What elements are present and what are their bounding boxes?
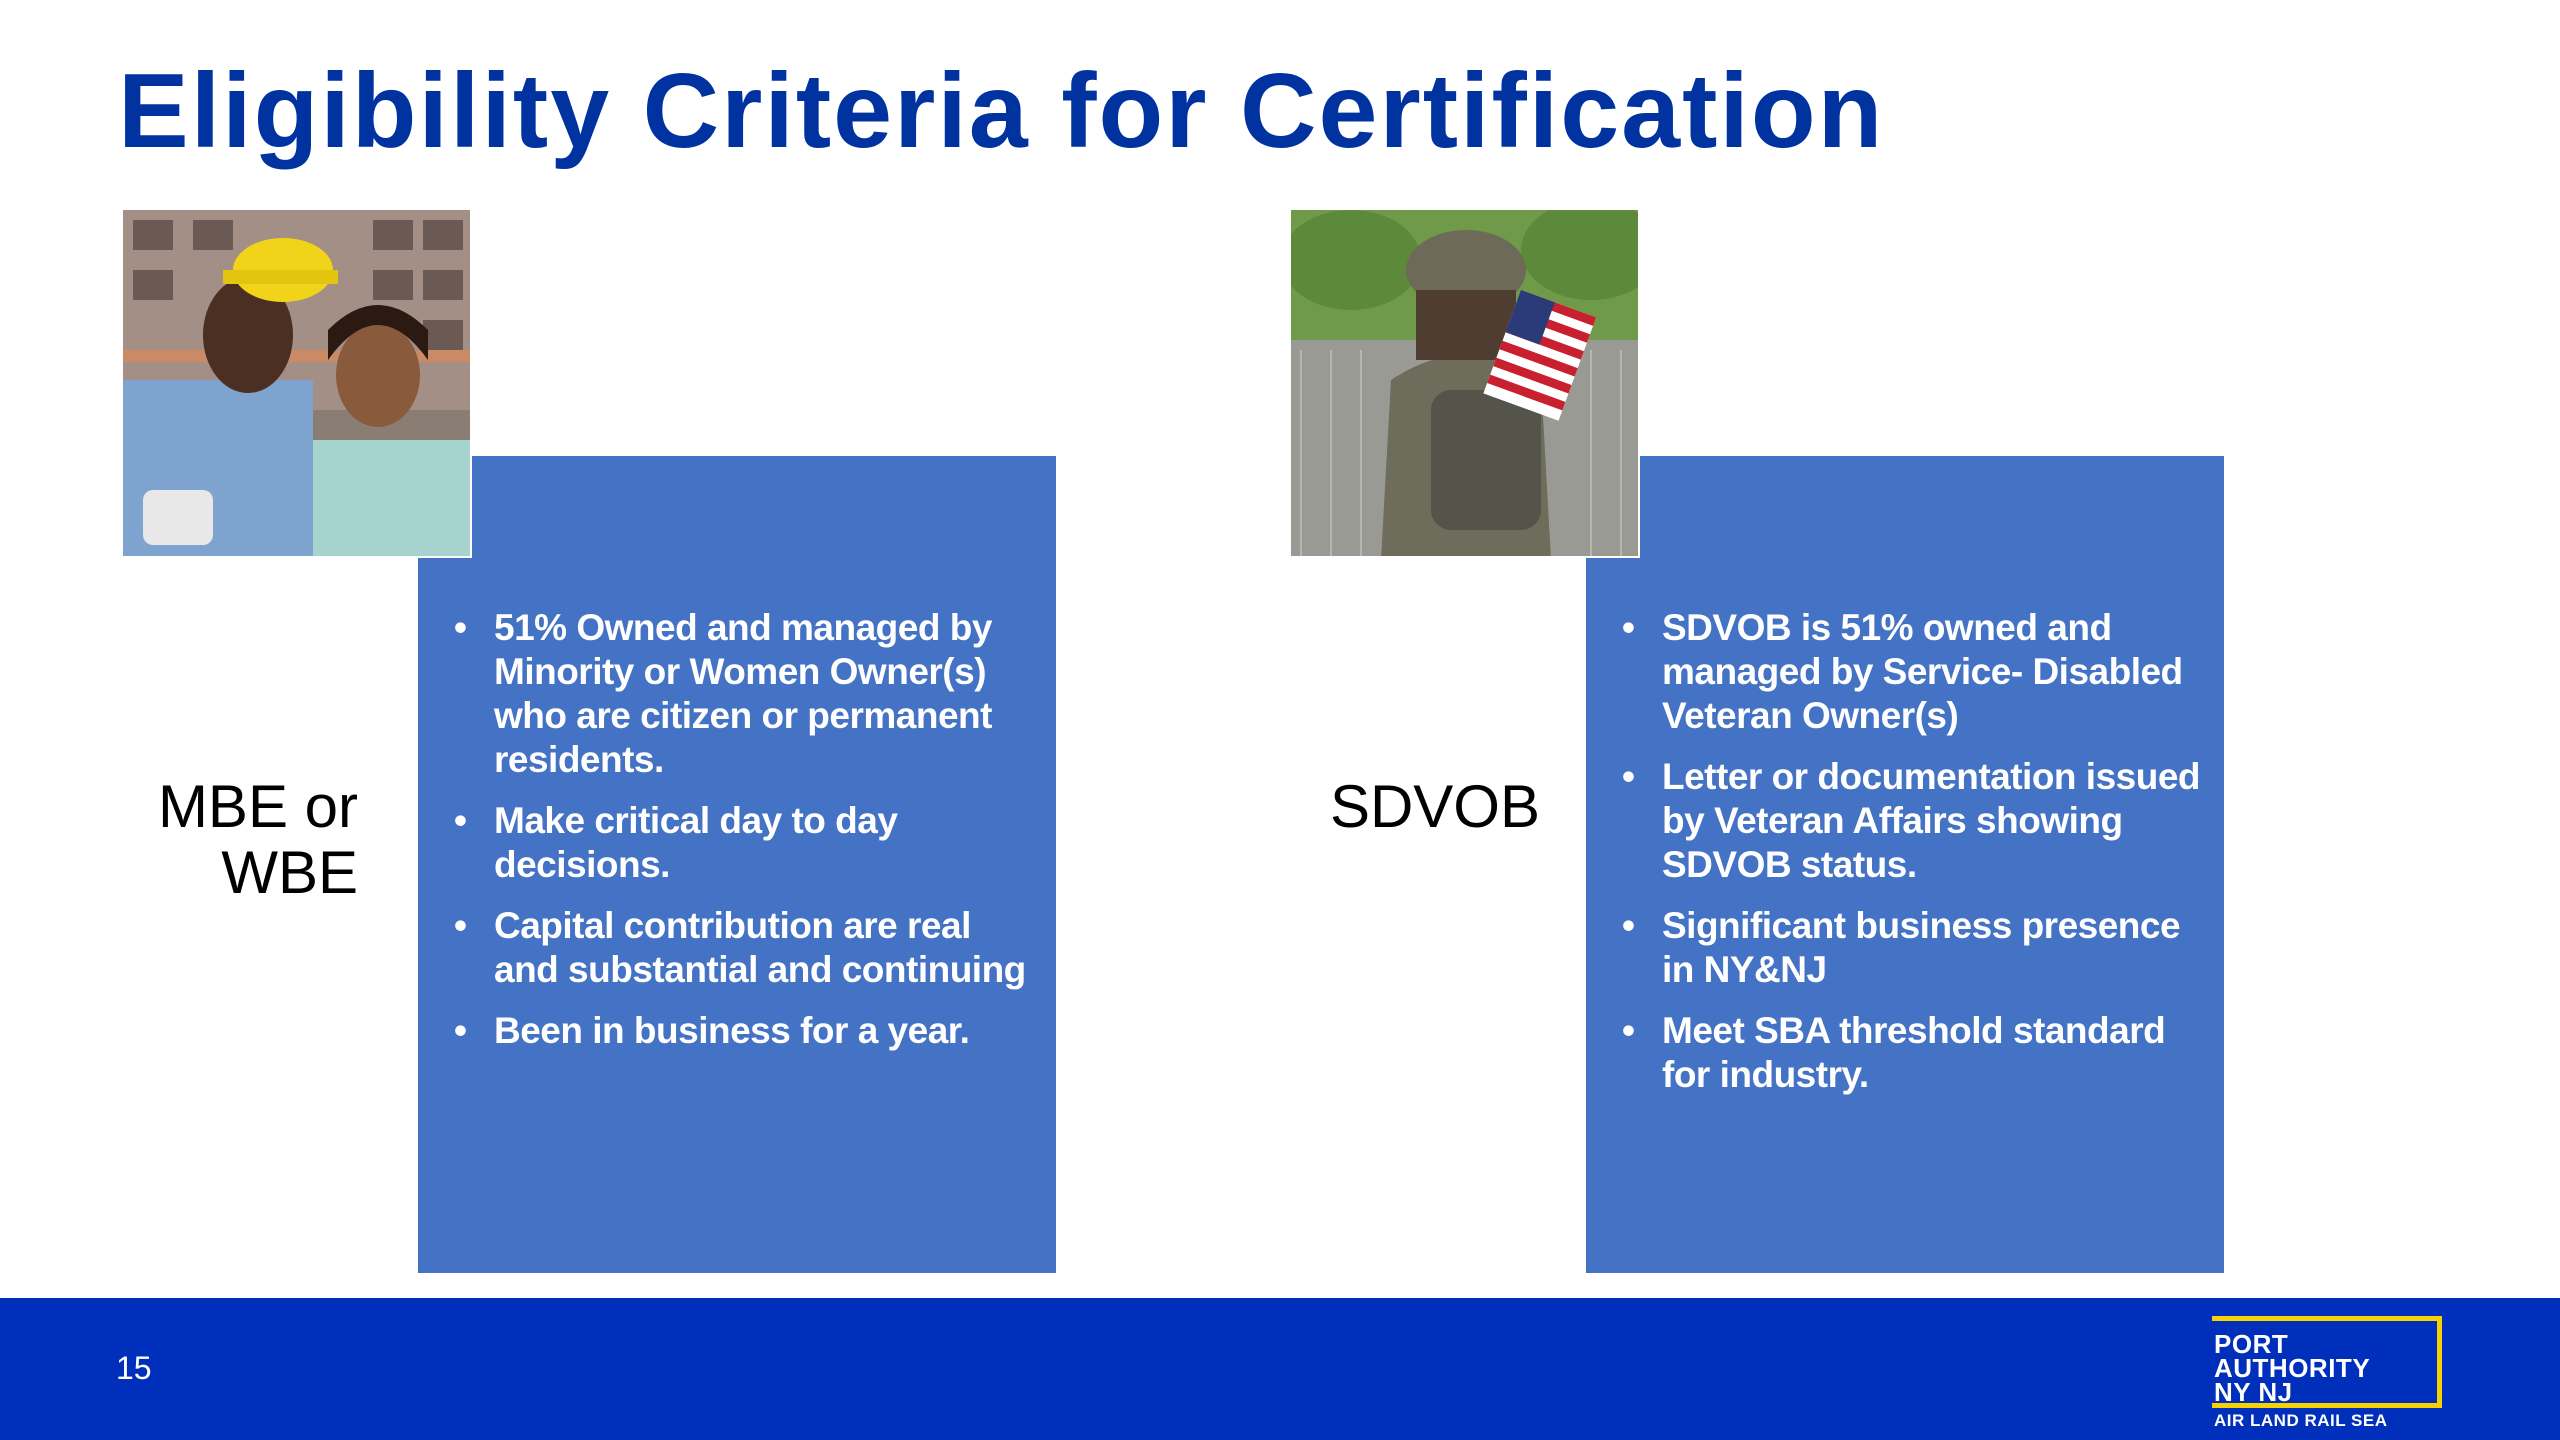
list-item: • Letter or documentation issued by Veteran Affairs showing SDVOB status. (1604, 755, 2206, 887)
sdvob-criteria-box (1586, 456, 2224, 1273)
logo-line-3: NY NJ (2214, 1377, 2293, 1407)
list-item: • SDVOB is 51% owned and managed by Service- Disabled Veteran Owner(s) (1604, 606, 2206, 738)
sdvob-bullet-list (1604, 606, 2206, 1114)
mbe-wbe-bullet-list (436, 606, 1038, 1070)
list-item: • Capital contribution are real and substantial and continuing (436, 904, 1038, 992)
list-item: • Make critical day to day decisions. (436, 799, 1038, 887)
page-number: 15 (116, 1350, 152, 1386)
port-authority-logo (2212, 1316, 2452, 1434)
list-item: • 51% Owned and managed by Minority or Women Owner(s) who are citizen or permanent residents. (436, 606, 1038, 782)
logo-tagline: AIR LAND RAIL SEA (2214, 1411, 2388, 1430)
list-item: • Meet SBA threshold standard for industry. (1604, 1009, 2206, 1097)
logo-line-1: PORT (2214, 1329, 2289, 1359)
list-item: • Significant business presence in NY&NJ (1604, 904, 2206, 992)
footer-bar (0, 1298, 2560, 1440)
slide-title: Eligibility Criteria for Certification (118, 52, 1885, 170)
sdvob-label: SDVOB (1329, 773, 1540, 840)
mbe-wbe-label: MBE or WBE (157, 773, 358, 906)
mbe-wbe-criteria-box (418, 456, 1056, 1273)
logo-line-2: AUTHORITY (2214, 1353, 2371, 1383)
list-item: • Been in business for a year. (436, 1009, 1038, 1053)
mbe-wbe-photo (121, 208, 472, 558)
sdvob-photo (1289, 208, 1640, 558)
